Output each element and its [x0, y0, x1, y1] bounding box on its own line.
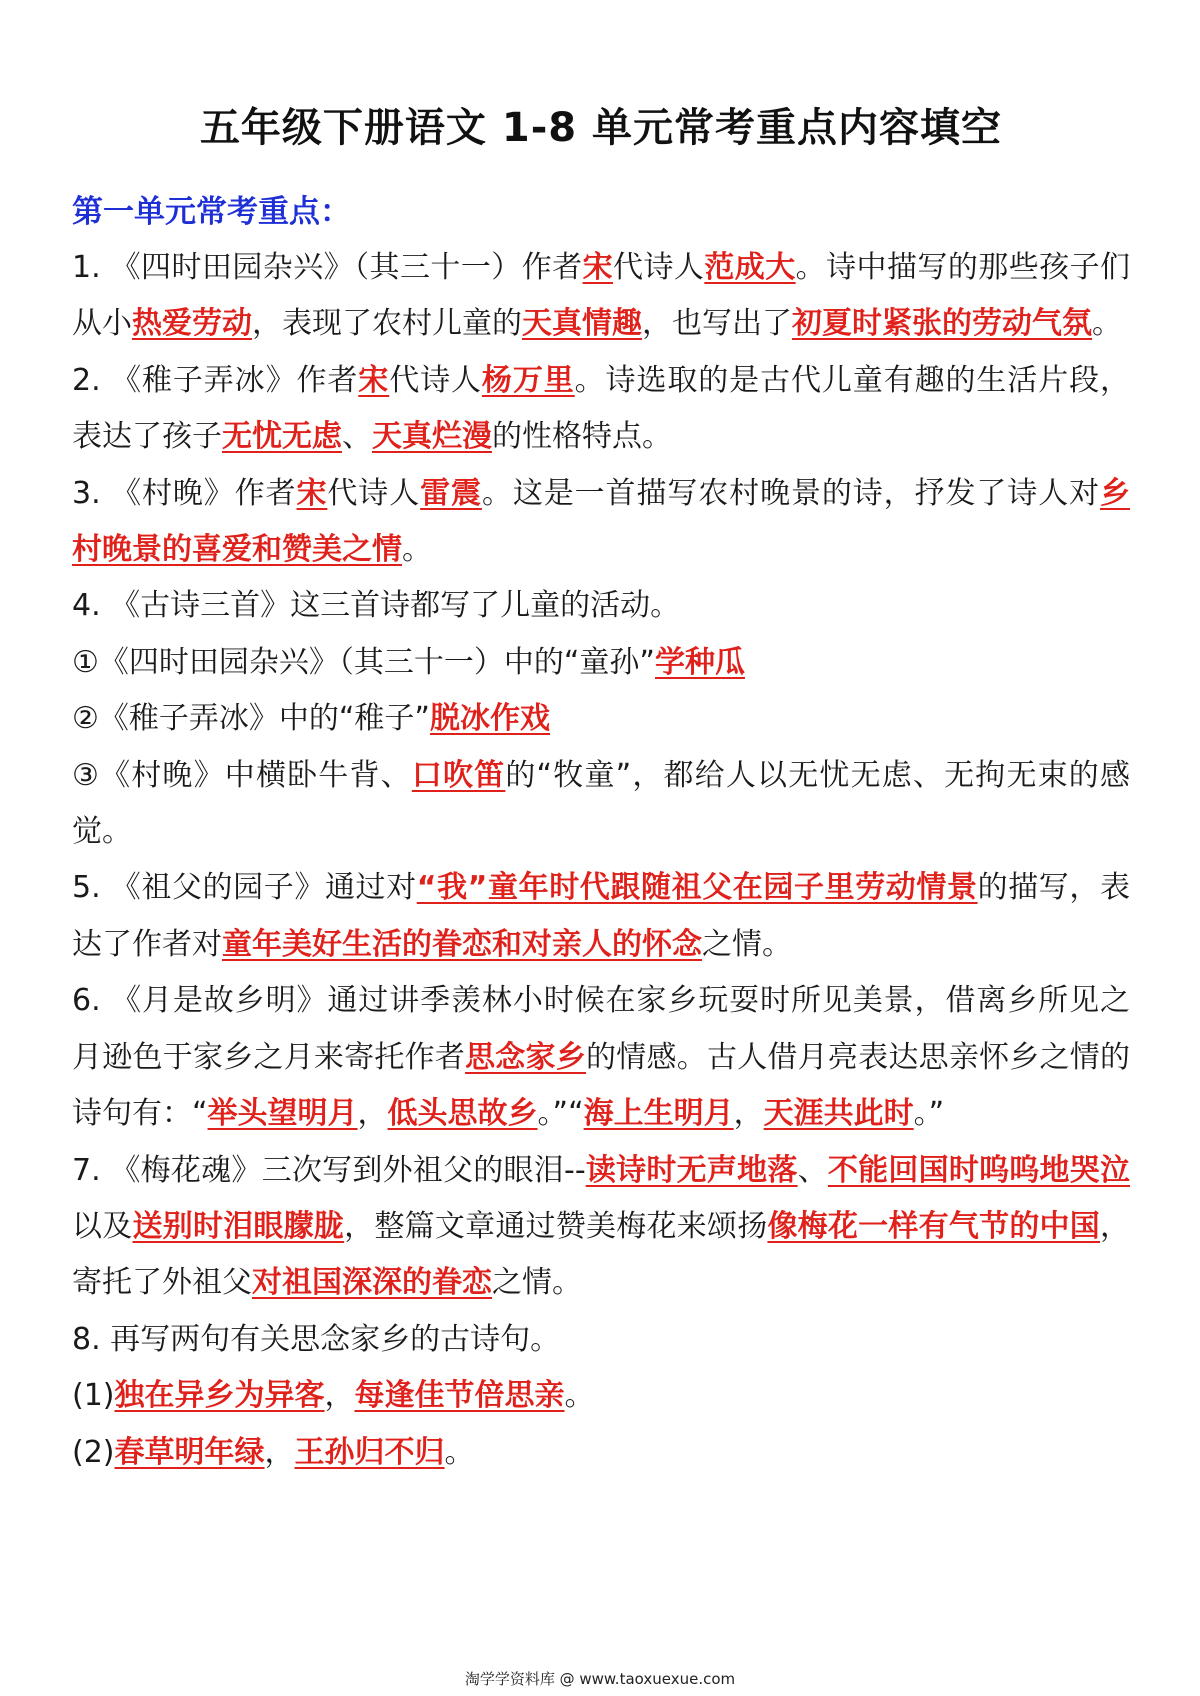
- answer-blank: 天真情趣: [522, 306, 642, 342]
- answer-blank: 乡村晚景的喜爱和赞美之情: [72, 475, 1131, 568]
- answer-blank: 读诗时无声地落: [585, 1152, 798, 1188]
- answer-blank: “我”童年时代跟随祖父在园子里劳动情景: [416, 870, 978, 906]
- answer-blank: 海上生明月: [583, 1096, 734, 1132]
- answer-blank: 宋: [358, 362, 390, 398]
- unit-heading: 第一单元常考重点：: [72, 194, 351, 230]
- answer-blank: 像梅花一样有气节的中国: [767, 1208, 1101, 1244]
- document-title: 五年级下册语文 1-8 单元常考重点内容填空: [199, 105, 1003, 151]
- answer-blank: 热爱劳动: [132, 306, 252, 342]
- question-5: 5. 《祖父的园子》通过对“我”童年时代跟随祖父在园子里劳动情景的描写，表达了作者对童年美好生活的眷恋和对亲人的怀念之情。: [72, 870, 1130, 962]
- question-1: 1. 《四时田园杂兴》（其三十一）作者宋代诗人范成大。诗中描写的那些孩子们从小热爱劳动，表现了农村儿童的天真情趣，也写出了初夏时紧张的劳动气氛。: [72, 250, 1131, 342]
- answer-blank: 每逢佳节倍思亲: [354, 1378, 565, 1414]
- answer-blank: 脱冰作戏: [429, 701, 550, 737]
- answer-blank: 雷震: [420, 475, 482, 511]
- answer-blank: 口吹笛: [411, 757, 506, 793]
- answer-blank: 无忧无虑: [222, 419, 342, 455]
- answer-blank: 举头望明月: [207, 1096, 358, 1132]
- footer-watermark: 淘学学资料库 @ www.taoxuexue.com: [464, 1670, 736, 1688]
- question-4-intro: 4. 《古诗三首》这三首诗都写了儿童的活动。: [72, 588, 681, 624]
- answer-blank: 初夏时紧张的劳动气氛: [792, 306, 1092, 342]
- answer-blank: 学种瓜: [654, 644, 745, 680]
- answer-blank: 独在异乡为异客: [114, 1378, 325, 1414]
- answer-blank: 天真烂漫: [372, 419, 492, 455]
- answer-blank: 春草明年绿: [114, 1434, 265, 1470]
- question-2: 2. 《稚子弄冰》作者宋代诗人杨万里。诗选取的是古代儿童有趣的生活片段，表达了孩子无忧无虑、天真烂漫的性格特点。: [72, 362, 1131, 455]
- answer-blank: 宋: [296, 475, 328, 511]
- question-3: 3. 《村晚》作者宋代诗人雷震。这是一首描写农村晚景的诗，抒发了诗人对乡村晚景的喜爱和赞美之情。: [72, 475, 1131, 568]
- question-8-item-1: (1)独在异乡为异客，每逢佳节倍思亲。: [72, 1378, 595, 1414]
- answer-blank: 思念家乡: [465, 1039, 587, 1075]
- answer-blank: 送别时泪眼朦胧: [132, 1208, 345, 1244]
- answer-blank: 低头思故乡: [387, 1096, 538, 1132]
- answer-blank: 王孙归不归: [294, 1434, 445, 1470]
- answer-blank: 范成大: [704, 250, 796, 285]
- answer-blank: 对祖国深深的眷恋: [252, 1265, 492, 1301]
- answer-blank: 天涯共此时: [763, 1096, 914, 1132]
- question-7: 7. 《梅花魂》三次写到外祖父的眼泪--读诗时无声地落、不能回国时呜呜地哭泣以及送别时泪眼朦胧，整篇文章通过赞美梅花来颂扬像梅花一样有气节的中国，寄托了外祖父对祖国深深的眷恋之情。: [72, 1152, 1131, 1301]
- question-8-item-2: (2)春草明年绿，王孙归不归。: [72, 1434, 475, 1470]
- answer-blank: 杨万里: [481, 362, 575, 398]
- question-8-intro: 8. 再写两句有关思念家乡的古诗句。: [72, 1321, 561, 1357]
- question-6: 6. 《月是故乡明》通过讲季羡林小时候在家乡玩耍时所见美景，借离乡所见之月逊色于家乡之月来寄托作者思念家乡的情感。古人借月亮表达思亲怀乡之情的诗句有：“举头望明月，低头思故乡。”“海上生明月，天涯共此时。”: [72, 983, 1131, 1132]
- answer-blank: 童年美好生活的眷恋和对亲人的怀念: [222, 926, 702, 962]
- question-4-item-1: ①《四时田园杂兴》（其三十一）中的“童孙”学种瓜: [72, 644, 745, 680]
- question-4-item-2: ②《稚子弄冰》中的“稚子”脱冰作戏: [72, 701, 550, 737]
- answer-blank: 不能回国时呜呜地哭泣: [827, 1152, 1131, 1188]
- question-4-item-3: ③《村晚》中横卧牛背、口吹笛的“牧童”，都给人以无忧无虑、无拘无束的感觉。: [72, 757, 1130, 850]
- answer-blank: 宋: [582, 250, 614, 285]
- question-list: [72, 240, 1130, 1481]
